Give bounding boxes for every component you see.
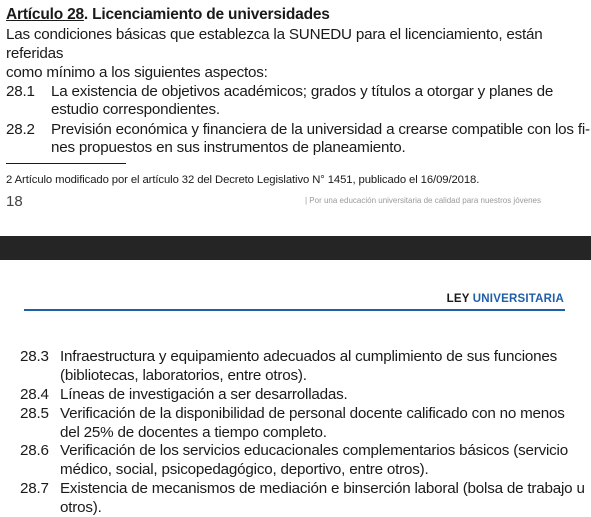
item-number: 28.4 <box>20 386 49 403</box>
item-line: Verificación de los servicios educacionales complementarios básicos (servicio <box>60 442 568 459</box>
article-heading <box>6 6 330 24</box>
item-line: otros). <box>60 498 102 516</box>
item-number: 28.3 <box>20 348 49 365</box>
item-line: La existencia de objetivos académicos; grados y títulos a otorgar y planes de <box>51 83 554 100</box>
running-header <box>447 293 564 305</box>
item-line: Infraestructura y equipamiento adecuados al cumplimiento de sus funciones <box>60 348 558 365</box>
intro-line: Las condiciones básicas que establezca la SUNEDU para el licenciamiento, están referidas <box>6 26 543 62</box>
item-text <box>60 386 348 405</box>
article-intro <box>6 25 576 82</box>
header-prefix: LEY <box>446 293 473 305</box>
page-separator-band <box>0 236 591 260</box>
item-line: estudio correspondientes. <box>51 101 220 118</box>
item-text <box>51 121 590 157</box>
footnote-divider <box>6 163 126 164</box>
footnote: 2 Artículo modificado por el artículo 32 del Decreto Legislativo N° 1451, publicado el 16/09/2018. <box>6 174 480 186</box>
item-line: del 25% de docentes a tiempo completo. <box>60 423 327 441</box>
item-number: 28.6 <box>20 442 49 459</box>
item-text <box>60 405 565 442</box>
header-divider <box>24 309 565 311</box>
item-text <box>60 442 568 479</box>
item-line: nes propuestos en sus instrumentos de planeamiento. <box>51 139 406 156</box>
header-accent: UNIVERSITARIA <box>472 293 564 305</box>
item-text <box>51 83 553 119</box>
item-line: Existencia de mecanismos de mediación e binserción laboral (bolsa de trabajo u <box>60 480 585 497</box>
item-line: Líneas de investigación a ser desarrolladas. <box>60 386 348 403</box>
intro-line: como mínimo a los siguientes aspectos: <box>6 64 268 81</box>
item-number: 28.7 <box>20 480 49 497</box>
article-label: Artículo 28 <box>6 6 84 23</box>
article-title: . Licenciamiento de universidades <box>83 6 330 23</box>
page-number: 18 <box>6 193 23 210</box>
item-text <box>60 480 585 517</box>
item-number: 28.1 <box>6 83 35 100</box>
item-text <box>60 348 557 385</box>
page-tagline: | Por una educación universitaria de calidad para nuestros jóvenes <box>305 196 541 205</box>
item-number: 28.2 <box>6 121 35 138</box>
item-number: 28.5 <box>20 405 49 422</box>
item-line: Previsión económica y financiera de la universidad a crearse compatible con los fi- <box>51 121 590 138</box>
item-line: (bibliotecas, laboratorios, entre otros). <box>60 366 307 384</box>
item-line: médico, social, psicopedagógico, deportivo, entre otros). <box>60 460 429 478</box>
item-line: Verificación de la disponibilidad de personal docente calificado con no menos <box>60 405 565 422</box>
